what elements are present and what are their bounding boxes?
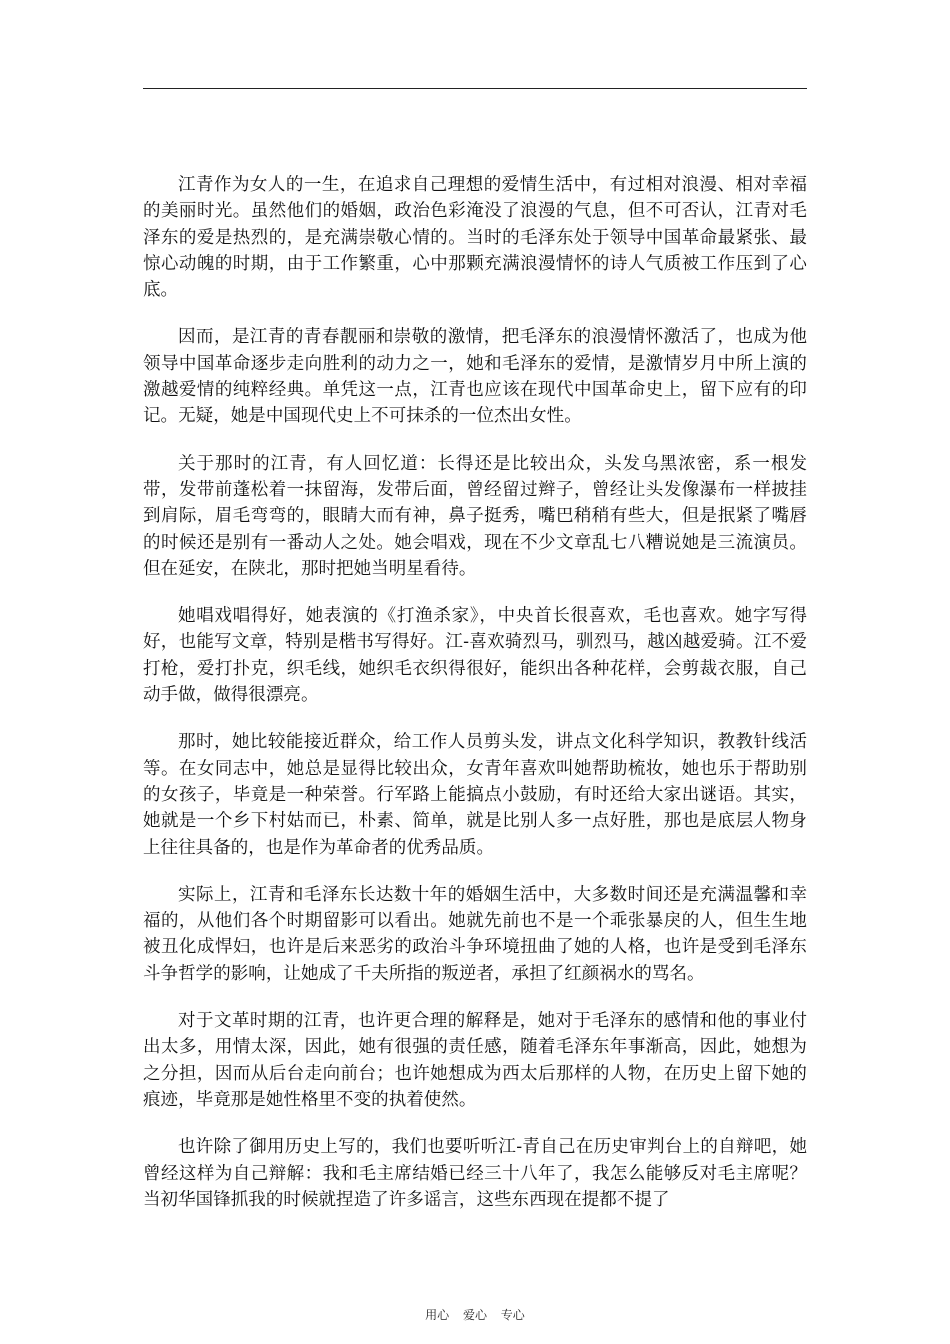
paragraph-1: 江青作为女人的一生，在追求自己理想的爱情生活中，有过相对浪漫、相对幸福的美丽时光。虽然他们的婚姻，政治色彩淹没了浪漫的气息，但不可否认，江青对毛泽东的爱是热烈的，是充满崇敬心情的。当时的毛泽东处于领导中国革命最紧张、最惊心动魄的时期，由于工作繁重，心中那颗充满浪漫情怀的诗人气质被工作压到了心底。 (143, 175, 807, 301)
paragraph-7: 对于文革时期的江青，也许更合理的解释是，她对于毛泽东的感情和他的事业付出太多，用情太深，因此，她有很强的责任感，随着毛泽东年事渐高，因此，她想为之分担，因而从后台走向前台；也许她想成为西太后那样的人物，在历史上留下她的痕迹，毕竟那是她性格里不变的执着使然。 (143, 1011, 807, 1110)
paragraph-5: 那时，她比较能接近群众，给工作人员剪头发，讲点文化科学知识，教教针线活等。在女同志中，她总是显得比较出众，女青年喜欢叫她帮助梳妆，她也乐于帮助别的女孩子，毕竟是一种荣誉。行军路上能搞点小鼓励，有时还给大家出谜语。其实，她就是一个乡下村姑而已，朴素、简单，就是比别人多一点好胜，那也是底层人物身上往往具备的，也是作为革命者的优秀品质。 (143, 732, 807, 858)
header-rule (143, 88, 807, 89)
paragraph-8: 也许除了御用历史上写的，我们也要听听江-青自己在历史审判台上的自辩吧，她曾经这样为自己辩解：我和毛主席结婚已经三十八年了，我怎么能够反对毛主席呢？当初华国锋抓我的时候就捏造了许多谣言，这些东西现在提都不提了 (143, 1137, 807, 1210)
paragraph-2: 因而，是江青的青春靓丽和崇敬的激情，把毛泽东的浪漫情怀激活了，也成为他领导中国革命逐步走向胜利的动力之一，她和毛泽东的爱情，是激情岁月中所上演的激越爱情的纯粹经典。单凭这一点，江青也应该在现代中国革命史上，留下应有的印记。无疑，她是中国现代史上不可抹杀的一位杰出女性。 (143, 327, 807, 427)
paragraph-4: 她唱戏唱得好，她表演的《打渔杀家》，中央首长很喜欢，毛也喜欢。她字写得好，也能写文章，特别是楷书写得好。江-喜欢骑烈马，驯烈马，越凶越爱骑。江不爱打枪，爱打扑克，织毛线，她织毛衣织得很好，能织出各种花样，会剪裁衣服，自己动手做，做得很漂亮。 (143, 606, 807, 706)
body-text (143, 172, 807, 1234)
page-footer: 用心 爱心 专心 (425, 1308, 525, 1322)
paragraph-3: 关于那时的江青，有人回忆道：长得还是比较出众，头发乌黑浓密，系一根发带，发带前蓬松着一抹留海，发带后面，曾经留过辫子，曾经让头发像瀑布一样披挂到肩际，眉毛弯弯的，眼睛大而有神，鼻子挺秀，嘴巴稍稍有些大，但是抿紧了嘴唇的时候还是别有一番动人之处。她会唱戏，现在不少文章乱七八糟说她是三流演员。但在延安，在陕北，那时把她当明星看待。 (143, 453, 807, 579)
paragraph-6: 实际上，江青和毛泽东长达数十年的婚姻生活中，大多数时间还是充满温馨和幸福的，从他们各个时期留影可以看出。她就先前也不是一个乖张暴戾的人，但生生地被丑化成悍妇，也许是后来恶劣的政治斗争环境扭曲了她的人格，也许是受到毛泽东斗争哲学的影响，让她成了千夫所指的叛逆者，承担了红颜祸水的骂名。 (143, 884, 807, 984)
